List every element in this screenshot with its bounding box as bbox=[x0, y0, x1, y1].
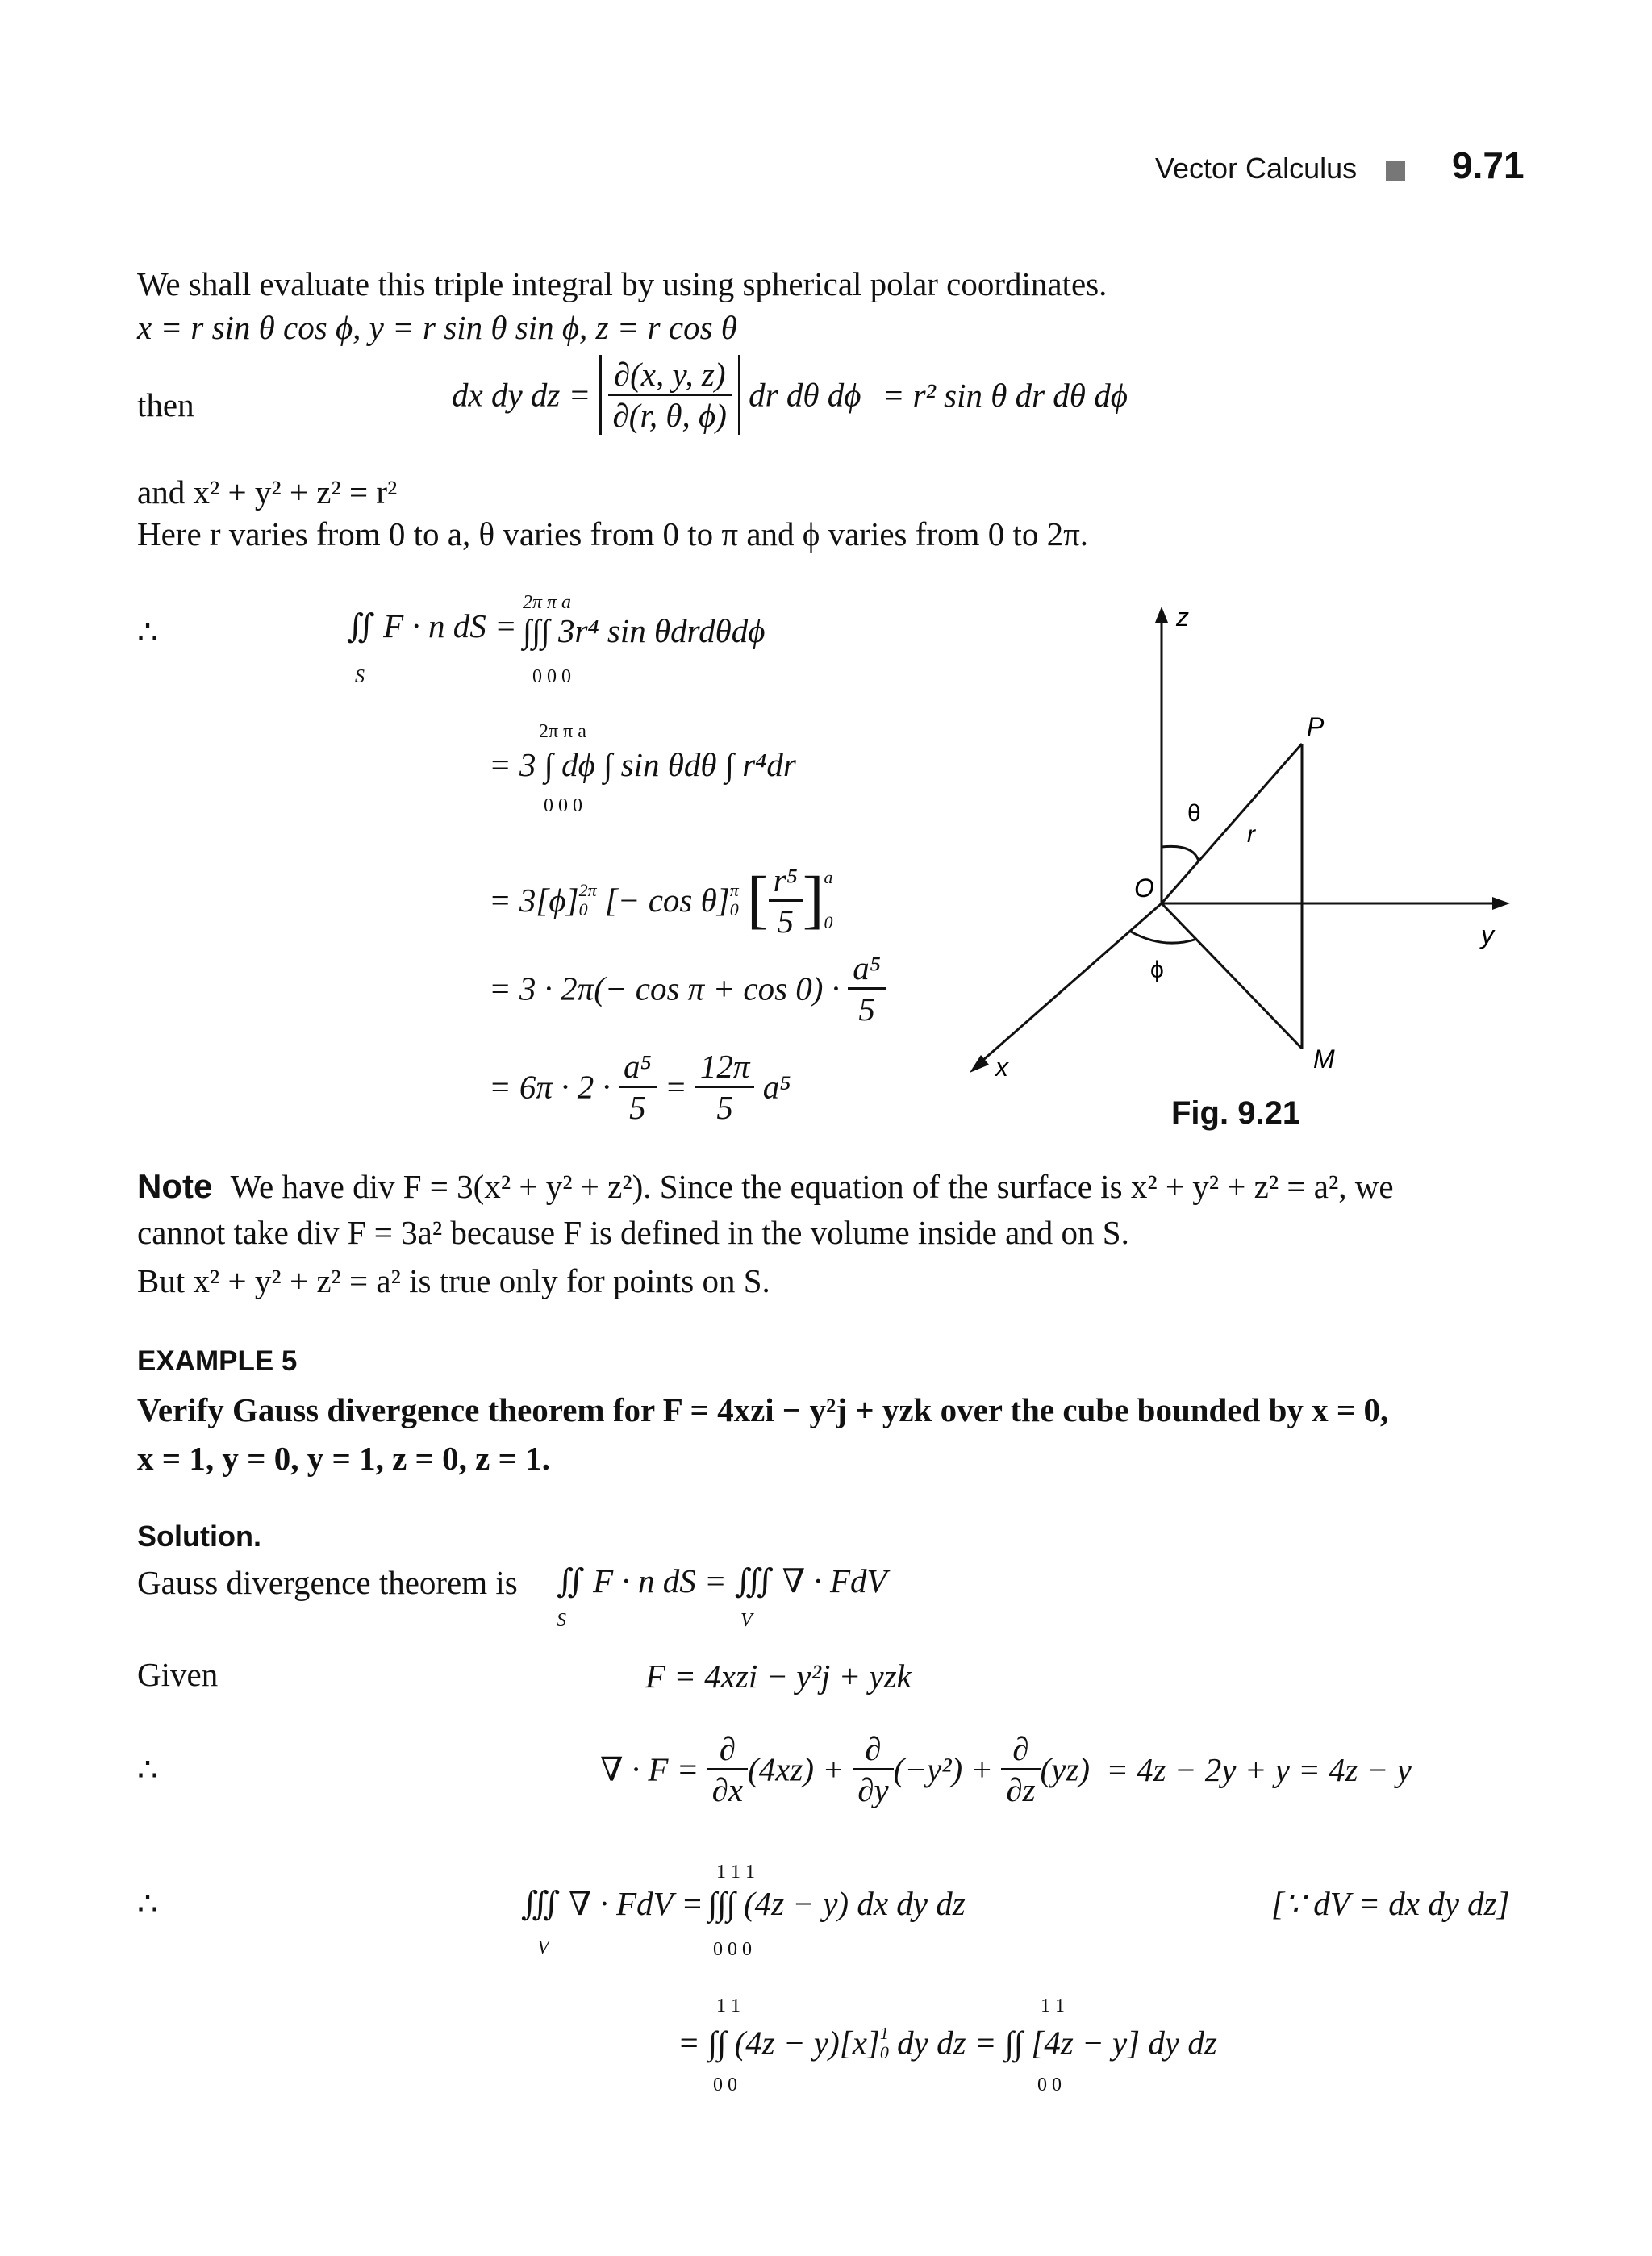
solution-heading: Solution. bbox=[137, 1520, 261, 1553]
volume-lower-limits: 0 0 0 bbox=[713, 1939, 752, 1960]
step2-upper-limits: 2π π a bbox=[539, 721, 586, 742]
spherical-coordinates-figure bbox=[952, 597, 1533, 1145]
sphere-equation-line: and x² + y² + z² = r² bbox=[137, 473, 398, 511]
step1-lower-limits: 0 0 0 bbox=[532, 666, 571, 687]
last-lower-limits-1: 0 0 bbox=[713, 2075, 737, 2095]
last-upper-limits-2: 1 1 bbox=[1041, 1995, 1065, 2016]
partial-y-fraction bbox=[853, 1729, 893, 1809]
step3-r5-fraction bbox=[769, 861, 803, 940]
step1-upper-limits: 2π π a bbox=[523, 592, 572, 613]
step5-num-1: a⁵ bbox=[619, 1047, 657, 1088]
divergence-result: = 4z − 2y + y = 4z − y bbox=[1106, 1750, 1412, 1788]
running-header-title: Vector Calculus bbox=[1155, 152, 1358, 185]
volume-integral-sub-v: V bbox=[537, 1937, 549, 1958]
jacobian-lhs: dx dy dz = bbox=[452, 376, 591, 414]
given-formula: F = 4xzi − y²j + yzk bbox=[645, 1658, 912, 1695]
then-label: then bbox=[137, 386, 194, 423]
radius-label: r bbox=[1247, 821, 1255, 848]
last-upper-limits-1: 1 1 bbox=[716, 1995, 740, 2016]
step3-r-lower: 0 bbox=[824, 912, 833, 932]
step3-r-upper: a bbox=[824, 867, 833, 887]
step3-left-bracket: [ bbox=[747, 864, 769, 936]
step4-text: = 3 · 2π(− cos π + cos 0) · bbox=[489, 970, 840, 1007]
y-axis-arrowhead bbox=[1492, 897, 1510, 910]
given-label: Given bbox=[137, 1656, 219, 1693]
partial-x-num: ∂ bbox=[707, 1729, 748, 1770]
last-step-part-2: dy dz = ∫∫ [4z − y] dy dz bbox=[897, 2024, 1217, 2062]
jacobian-fraction bbox=[608, 355, 732, 435]
partial-y-num: ∂ bbox=[853, 1729, 893, 1770]
divergence-expression bbox=[600, 1729, 1412, 1809]
example-statement-2: x = 1, y = 0, y = 1, z = 0, z = 1. bbox=[137, 1440, 550, 1477]
therefore-symbol-1: ∴ bbox=[137, 614, 159, 651]
step2-expression: = 3 ∫ dϕ ∫ sin θdθ ∫ r⁴dr bbox=[489, 746, 796, 783]
volume-integral-lhs: ∭ ∇ · FdV = bbox=[521, 1885, 703, 1922]
last-step-expression bbox=[678, 2020, 1217, 2062]
step5-tail: a⁵ bbox=[762, 1068, 791, 1106]
step4-expression bbox=[489, 949, 886, 1028]
jacobian-determinant bbox=[599, 355, 740, 435]
step2-lower-limits: 0 0 0 bbox=[544, 795, 582, 816]
theorem-text: Gauss divergence theorem is bbox=[137, 1564, 518, 1601]
partial-z-num: ∂ bbox=[1001, 1729, 1040, 1770]
note-paragraph bbox=[137, 1163, 1394, 1210]
jacobian-result: = r² sin θ dr dθ dϕ bbox=[882, 376, 1128, 414]
step5-equals: = bbox=[664, 1068, 687, 1106]
step3-expression bbox=[489, 855, 833, 945]
flux-integral-lhs: ∬ F · n dS = bbox=[347, 607, 517, 644]
x-axis-line bbox=[976, 903, 1162, 1066]
note-line-2: cannot take div F = 3a² because F is defined in the volume inside and on S. bbox=[137, 1214, 1129, 1251]
phi-label: ϕ bbox=[1150, 957, 1164, 983]
volume-integrand: ∫∫∫ (4z − y) dx dy dz bbox=[708, 1885, 966, 1922]
theorem-sub-s: S bbox=[557, 1610, 566, 1631]
volume-reason: [∵ dV = dx dy dz] bbox=[1271, 1885, 1510, 1922]
partial-z-den: ∂z bbox=[1006, 1771, 1036, 1808]
step1-integrand: ∫∫∫ 3r⁴ sin θdrdθdϕ bbox=[523, 612, 766, 649]
last-step-upper: 1 bbox=[879, 2022, 889, 2043]
partial-x-fraction bbox=[707, 1729, 748, 1809]
phi-arc bbox=[1129, 931, 1197, 943]
step5-den-2: 5 bbox=[716, 1089, 733, 1126]
z-axis-label: z bbox=[1176, 603, 1189, 632]
step3-phi-bracket: = 3[ϕ] bbox=[489, 882, 579, 919]
therefore-symbol-2: ∴ bbox=[137, 1751, 159, 1788]
jacobian-equation bbox=[452, 355, 1128, 435]
last-lower-limits-2: 0 0 bbox=[1037, 2075, 1062, 2095]
last-step-part-1: = ∫∫ (4z − y)[x] bbox=[678, 2024, 880, 2062]
divergence-term-1: (4xz) + bbox=[748, 1750, 845, 1788]
step4-fraction bbox=[848, 949, 886, 1028]
step5-den-1: 5 bbox=[629, 1089, 646, 1126]
z-axis-arrowhead bbox=[1155, 607, 1168, 623]
note-line-1: We have div F = 3(x² + y² + z²). Since the equation of the surface is x² + y² + z² = a², we bbox=[230, 1168, 1394, 1205]
point-p-label: P bbox=[1307, 712, 1325, 741]
partial-x-den: ∂x bbox=[711, 1771, 744, 1808]
step4-num: a⁵ bbox=[848, 949, 886, 990]
jacobian-numerator: ∂(x, y, z) bbox=[608, 355, 732, 396]
example-heading: EXAMPLE 5 bbox=[137, 1345, 298, 1377]
step5-fraction-1 bbox=[619, 1047, 657, 1127]
partial-y-den: ∂y bbox=[857, 1771, 889, 1808]
partial-z-fraction bbox=[1001, 1729, 1040, 1809]
y-axis-label: y bbox=[1481, 920, 1494, 949]
step3-r5-num: r⁵ bbox=[769, 861, 803, 902]
intro-line-1: We shall evaluate this triple integral by using spherical polar coordinates. bbox=[137, 265, 1108, 302]
projection-line-om bbox=[1162, 903, 1302, 1049]
figure-caption: Fig. 9.21 bbox=[1171, 1095, 1301, 1131]
last-step-lower: 0 bbox=[879, 2041, 889, 2062]
jacobian-differentials: dr dθ dϕ bbox=[749, 376, 861, 414]
step4-den: 5 bbox=[858, 990, 875, 1028]
step3-cos-bracket: [− cos θ] bbox=[604, 882, 730, 919]
divergence-term-2: (−y²) + bbox=[893, 1750, 994, 1788]
page-number: 9.71 bbox=[1452, 144, 1525, 186]
point-m-label: M bbox=[1313, 1045, 1335, 1074]
flux-integral-sub-s: S bbox=[355, 666, 365, 687]
theta-arc bbox=[1162, 846, 1199, 861]
x-axis-label: x bbox=[995, 1053, 1008, 1082]
divergence-term-3: (yz) bbox=[1040, 1750, 1090, 1788]
step3-right-bracket: ] bbox=[802, 864, 824, 936]
radius-line-op bbox=[1162, 744, 1302, 903]
step5-text: = 6π · 2 · bbox=[489, 1068, 611, 1106]
limits-line: Here r varies from 0 to a, θ varies from 0 to π and ϕ varies from 0 to 2π. bbox=[137, 515, 1089, 553]
header-square-bullet bbox=[1386, 161, 1405, 181]
step3-phi-lower: 0 bbox=[578, 899, 588, 919]
example-statement-1: Verify Gauss divergence theorem for F = 4xzi − y²j + yzk over the cube bounded by x = 0, bbox=[137, 1391, 1389, 1428]
step5-expression bbox=[489, 1047, 791, 1127]
step3-r5-den: 5 bbox=[777, 902, 794, 940]
note-label: Note bbox=[137, 1167, 213, 1205]
theorem-formula: ∬ F · n dS = ∭ ∇ · FdV bbox=[557, 1562, 887, 1599]
step3-cos-upper: π bbox=[729, 880, 739, 900]
note-line-3: But x² + y² + z² = a² is true only for points on S. bbox=[137, 1262, 770, 1299]
intro-coordinates: x = r sin θ cos ϕ, y = r sin θ sin ϕ, z = r cos θ bbox=[137, 309, 737, 346]
origin-label: O bbox=[1134, 874, 1154, 903]
volume-upper-limits: 1 1 1 bbox=[716, 1862, 755, 1883]
step5-num-2: 12π bbox=[695, 1047, 755, 1088]
step3-phi-upper: 2π bbox=[578, 880, 597, 900]
jacobian-denominator: ∂(r, θ, ϕ) bbox=[612, 397, 727, 434]
theorem-sub-v: V bbox=[740, 1610, 753, 1631]
theta-label: θ bbox=[1187, 800, 1201, 827]
step5-fraction-2 bbox=[695, 1047, 755, 1127]
divergence-lhs: ∇ · F = bbox=[600, 1750, 699, 1788]
therefore-symbol-3: ∴ bbox=[137, 1885, 159, 1922]
step3-cos-lower: 0 bbox=[729, 899, 739, 919]
